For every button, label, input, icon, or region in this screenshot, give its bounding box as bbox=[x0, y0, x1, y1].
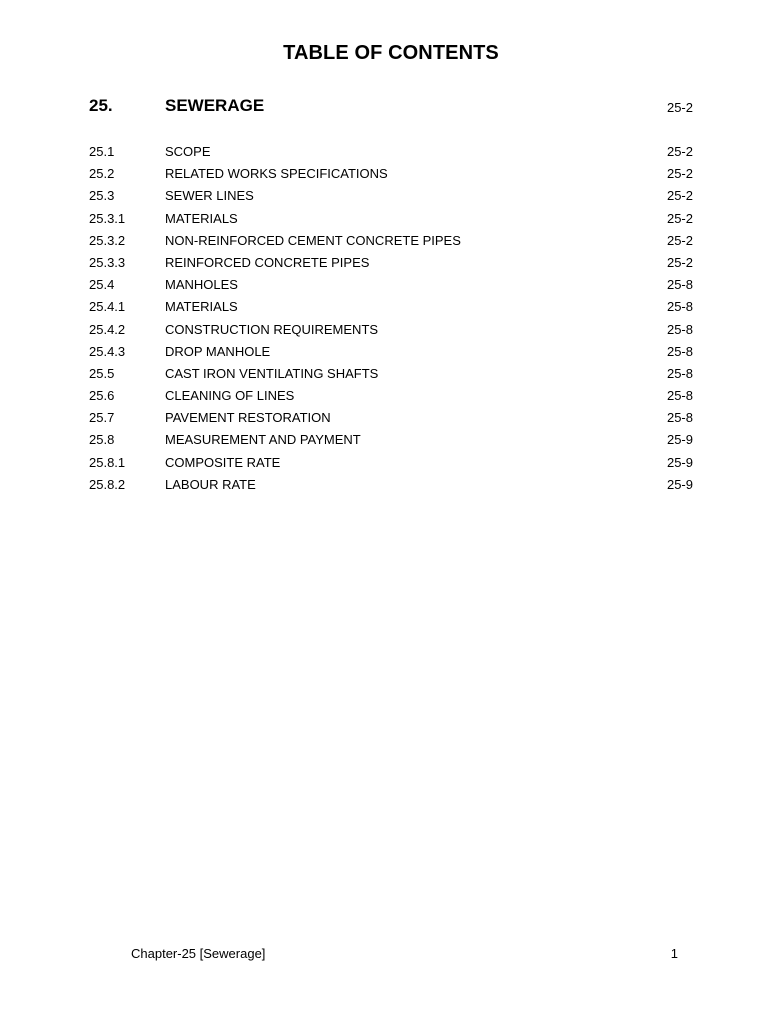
toc-entry-page: 25-2 bbox=[666, 166, 693, 182]
toc-entry bbox=[89, 321, 693, 343]
toc-entry-page: 25-8 bbox=[666, 343, 693, 359]
toc-entry-page: 25-9 bbox=[666, 432, 693, 448]
toc-entry bbox=[89, 276, 693, 298]
toc-entry bbox=[89, 165, 693, 187]
toc-entry-number: 25.6 bbox=[89, 388, 115, 404]
toc-entry-title: MATERIALS bbox=[165, 210, 238, 226]
toc-entry-number: 25.4.2 bbox=[89, 321, 126, 337]
toc-entry-title: COMPOSITE RATE bbox=[165, 454, 281, 470]
toc-entry-number: 25.3 bbox=[89, 188, 115, 204]
toc-entry-page: 25-8 bbox=[666, 277, 693, 293]
toc-entry-number: 25.4.1 bbox=[89, 299, 126, 315]
toc-list bbox=[89, 143, 693, 498]
toc-entry-title: LABOUR RATE bbox=[165, 476, 256, 492]
toc-entry-title: PAVEMENT RESTORATION bbox=[165, 410, 331, 426]
toc-entry bbox=[89, 476, 693, 498]
toc-entry bbox=[89, 365, 693, 387]
toc-entry-title: CONSTRUCTION REQUIREMENTS bbox=[165, 321, 379, 337]
toc-entry-number: 25.8.1 bbox=[89, 454, 126, 470]
toc-entry bbox=[89, 187, 693, 209]
toc-entry-title: NON-REINFORCED CEMENT CONCRETE PIPES bbox=[165, 232, 461, 248]
chapter-title: SEWERAGE bbox=[165, 96, 265, 115]
toc-entry-title: CAST IRON VENTILATING SHAFTS bbox=[165, 365, 379, 381]
footer-chapter-label: Chapter-25 [Sewerage] bbox=[131, 946, 266, 961]
page-footer bbox=[131, 946, 678, 964]
toc-entry-number: 25.5 bbox=[89, 365, 115, 381]
toc-entry-page: 25-2 bbox=[666, 188, 693, 204]
toc-entry bbox=[89, 409, 693, 431]
toc-entry-title: SEWER LINES bbox=[165, 188, 254, 204]
toc-entry-page: 25-2 bbox=[666, 144, 693, 159]
toc-entry bbox=[89, 431, 693, 453]
toc-entry-number: 25.8.2 bbox=[89, 476, 126, 492]
page-title: TABLE OF CONTENTS bbox=[283, 42, 499, 64]
toc-entry-number: 25.2 bbox=[89, 166, 115, 182]
toc-entry-page: 25-2 bbox=[666, 232, 693, 248]
toc-entry-title: CLEANING OF LINES bbox=[165, 388, 295, 404]
toc-entry-title: SCOPE bbox=[165, 144, 211, 159]
toc-entry-number: 25.3.1 bbox=[89, 210, 126, 226]
toc-entry-number: 25.7 bbox=[89, 410, 115, 426]
toc-entry-number: 25.3.3 bbox=[89, 254, 126, 270]
toc-entry-title: REINFORCED CONCRETE PIPES bbox=[165, 254, 370, 270]
toc-entry bbox=[89, 210, 693, 232]
toc-entry-page: 25-2 bbox=[666, 210, 693, 226]
chapter-heading-row bbox=[89, 96, 693, 118]
footer-page-number: 1 bbox=[670, 946, 678, 961]
toc-entry-number: 25.1 bbox=[89, 144, 115, 159]
toc-entry bbox=[89, 143, 693, 165]
toc-entry-page: 25-8 bbox=[666, 299, 693, 315]
toc-entry-title: RELATED WORKS SPECIFICATIONS bbox=[165, 166, 388, 182]
toc-entry-number: 25.4 bbox=[89, 277, 115, 293]
toc-entry bbox=[89, 254, 693, 276]
toc-entry-title: MEASUREMENT AND PAYMENT bbox=[165, 432, 361, 448]
toc-entry bbox=[89, 387, 693, 409]
toc-entry bbox=[89, 298, 693, 320]
toc-entry-page: 25-8 bbox=[666, 388, 693, 404]
toc-entry-page: 25-9 bbox=[666, 476, 693, 492]
toc-entry-number: 25.3.2 bbox=[89, 232, 126, 248]
toc-entry-number: 25.8 bbox=[89, 432, 115, 448]
toc-entry-title: MATERIALS bbox=[165, 299, 238, 315]
toc-entry bbox=[89, 454, 693, 476]
toc-entry-page: 25-9 bbox=[666, 454, 693, 470]
toc-entry-title: MANHOLES bbox=[165, 277, 238, 293]
chapter-number: 25. bbox=[89, 96, 113, 115]
chapter-page-number: 25-2 bbox=[666, 100, 693, 115]
toc-entry bbox=[89, 232, 693, 254]
toc-entry bbox=[89, 343, 693, 365]
toc-entry-page: 25-2 bbox=[666, 254, 693, 270]
toc-entry-page: 25-8 bbox=[666, 365, 693, 381]
toc-entry-title: DROP MANHOLE bbox=[165, 343, 271, 359]
toc-entry-page: 25-8 bbox=[666, 321, 693, 337]
toc-entry-page: 25-8 bbox=[666, 410, 693, 426]
toc-entry-number: 25.4.3 bbox=[89, 343, 126, 359]
